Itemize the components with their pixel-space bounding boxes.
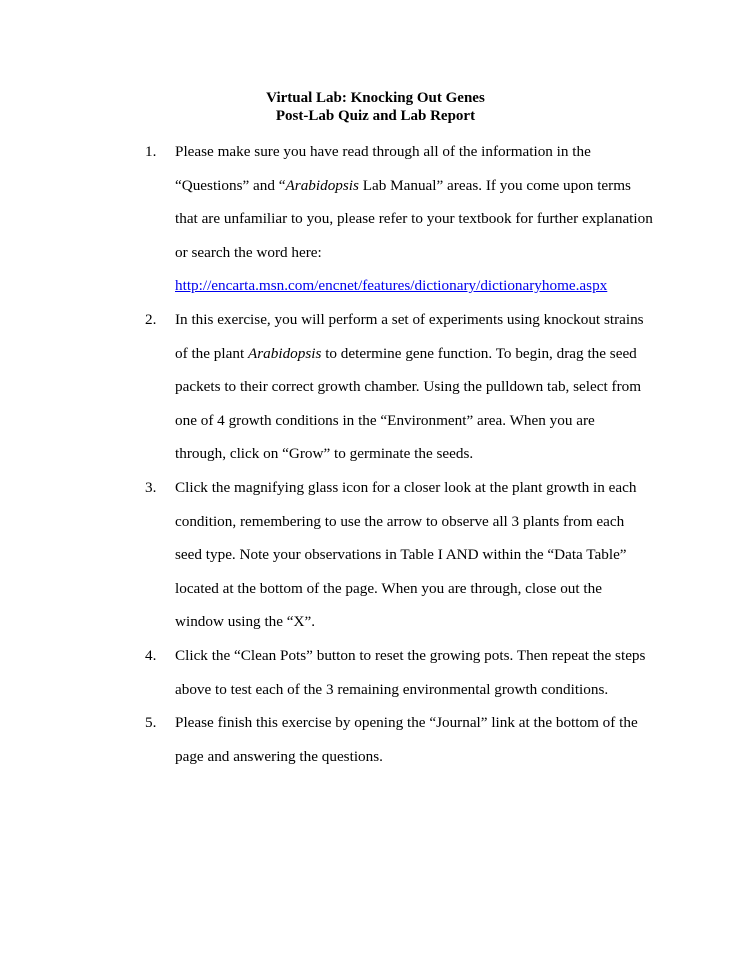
list-item-1 [145, 135, 685, 303]
item-number: 1. [145, 143, 157, 160]
item-text-line: packets to their correct growth chamber. Using the pulldown tab, select from [175, 378, 642, 396]
title-line-1: Virtual Lab: Knocking Out Genes [266, 90, 485, 106]
item-number: 5. [145, 714, 157, 732]
document-title [0, 89, 749, 125]
item-text-line: one of 4 growth conditions in the “Environment” area. When you are [175, 411, 595, 429]
item-text-line: through, click on “Grow” to germinate the seeds. [175, 445, 474, 463]
italic-term: Arabidopsis [285, 176, 359, 194]
item-text-line [175, 337, 685, 371]
item-text-line: located at the bottom of the page. When you are through, close out the [175, 579, 602, 597]
item-text-line: Click the magnifying glass icon for a closer look at the plant growth in each [175, 478, 637, 496]
item-text-line: Please make sure you have read through all of the information in the [175, 143, 591, 160]
item-text-line: seed type. Note your observations in Table I AND within the “Data Table” [175, 546, 627, 564]
item-number: 3. [145, 478, 157, 496]
item-number: 2. [145, 310, 157, 328]
dictionary-link[interactable]: http://encarta.msn.com/encnet/features/dictionary/dictionaryhome.aspx [175, 277, 608, 295]
item-text-line: page and answering the questions. [175, 747, 383, 765]
list-item-5 [145, 706, 685, 773]
text-run: of the plant [175, 344, 248, 362]
text-run: “Questions” and “ [175, 176, 286, 194]
list-item-4 [145, 639, 685, 706]
instruction-list [145, 135, 685, 773]
item-text-line: Click the “Clean Pots” button to reset the growing pots. Then repeat the steps [175, 646, 646, 664]
item-text-line: that are unfamiliar to you, please refer to your textbook for further explanation [175, 210, 653, 228]
list-item-2 [145, 303, 685, 471]
text-run: Lab Manual” areas. If you come upon terms [358, 176, 631, 194]
title-line-2: Post-Lab Quiz and Lab Report [275, 108, 476, 124]
item-text-line: or search the word here: [175, 243, 322, 261]
text-run: to determine gene function. To begin, drag the seed [321, 344, 637, 362]
italic-term: Arabidopsis [247, 344, 322, 362]
item-text-line: Please finish this exercise by opening the “Journal” link at the bottom of the [175, 714, 638, 732]
item-text-line: condition, remembering to use the arrow to observe all 3 plants from each [175, 512, 625, 530]
item-text-line [175, 269, 685, 303]
item-text-line [175, 169, 685, 203]
item-text-line: above to test each of the 3 remaining environmental growth conditions. [175, 680, 609, 698]
list-item-3 [145, 471, 685, 639]
item-text-line: In this exercise, you will perform a set of experiments using knockout strains [175, 310, 644, 328]
item-text-line: window using the “X”. [175, 613, 316, 631]
item-number: 4. [145, 646, 157, 664]
